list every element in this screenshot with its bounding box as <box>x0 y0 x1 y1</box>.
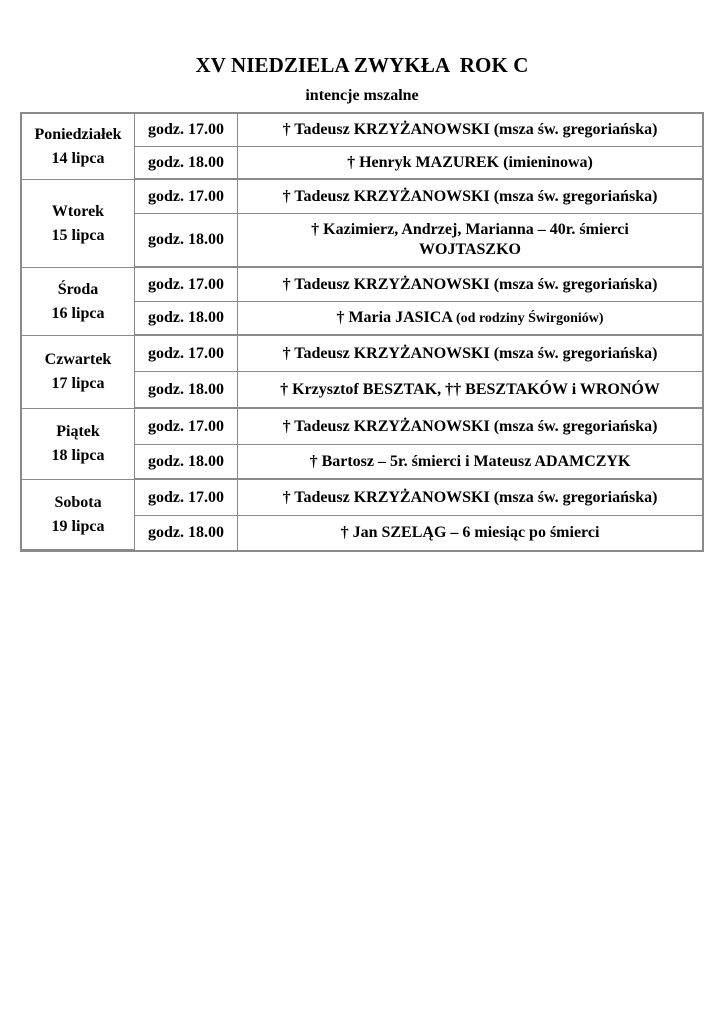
day-name: Poniedziałek <box>34 125 122 143</box>
day-cell <box>22 336 135 409</box>
day-date: 16 lipca <box>51 304 105 322</box>
table-row <box>22 336 702 372</box>
mass-intention: † Tadeusz KRZYŻANOWSKI (msza św. gregoriańska) <box>238 409 702 445</box>
mass-intention: † Tadeusz KRZYŻANOWSKI (msza św. gregoriańska) <box>238 180 702 214</box>
day-cell <box>22 114 135 180</box>
mass-time: godz. 18.00 <box>135 302 238 336</box>
day-cell <box>22 180 135 268</box>
mass-intention: † Tadeusz KRZYŻANOWSKI (msza św. gregoriańska) <box>238 268 702 302</box>
mass-intention: † Jan SZELĄG – 6 miesiąc po śmierci <box>340 524 600 541</box>
table-row <box>22 114 702 147</box>
mass-time: godz. 17.00 <box>135 409 238 445</box>
mass-time: godz. 17.00 <box>135 480 238 516</box>
mass-intention: † Bartosz – 5r. śmierci i Mateusz ADAMCZYK <box>238 445 702 480</box>
day-name: Wtorek <box>51 202 105 220</box>
day-cell <box>22 409 135 480</box>
mass-intentions-table <box>20 112 704 552</box>
day-cell <box>22 268 135 336</box>
mass-intention-note: (od rodziny Świrgoniów) <box>456 310 604 326</box>
mass-intention: † Henryk MAZUREK (imieninowa) <box>238 147 702 180</box>
day-name: Sobota <box>54 493 102 511</box>
table-row <box>22 480 702 516</box>
day-cell <box>22 480 135 550</box>
mass-time: godz. 18.00 <box>135 516 238 550</box>
day-date: 17 lipca <box>51 375 105 392</box>
day-date: 14 lipca <box>51 149 105 167</box>
day-date: 19 lipca <box>51 517 105 535</box>
table-row <box>22 268 702 302</box>
day-name: Czwartek <box>44 351 112 368</box>
mass-time: godz. 17.00 <box>135 336 238 372</box>
table-row <box>22 409 702 445</box>
mass-time: godz. 18.00 <box>135 214 238 268</box>
page-subtitle: intencje mszalne <box>305 87 419 104</box>
day-date: 18 lipca <box>51 447 105 464</box>
day-name: Środa <box>57 280 99 298</box>
mass-intention: † Tadeusz KRZYŻANOWSKI (msza św. gregoriańska) <box>238 114 702 147</box>
day-date: 15 lipca <box>51 226 105 244</box>
mass-intention <box>238 302 702 336</box>
mass-intention: † Kazimierz, Andrzej, Marianna – 40r. śmierci WOJTASZKO <box>238 214 702 268</box>
table-row <box>22 180 702 214</box>
mass-intention: † Tadeusz KRZYŻANOWSKI (msza św. gregoriańska) <box>238 336 702 372</box>
mass-time: godz. 18.00 <box>135 372 238 409</box>
mass-time: godz. 18.00 <box>135 147 238 180</box>
mass-time: godz. 17.00 <box>135 268 238 302</box>
mass-time: godz. 17.00 <box>135 114 238 147</box>
mass-intention: † Krzysztof BESZTAK, †† BESZTAKÓW i WRONÓW <box>238 372 702 409</box>
mass-intention-main: † Maria JASICA <box>336 308 452 326</box>
page-title: XV NIEDZIELA ZWYKŁA ROK C <box>195 53 529 77</box>
mass-time: godz. 18.00 <box>135 445 238 480</box>
day-name: Piątek <box>56 423 100 440</box>
mass-intention: † Tadeusz KRZYŻANOWSKI (msza św. gregoriańska) <box>238 480 702 516</box>
mass-time: godz. 17.00 <box>135 180 238 214</box>
